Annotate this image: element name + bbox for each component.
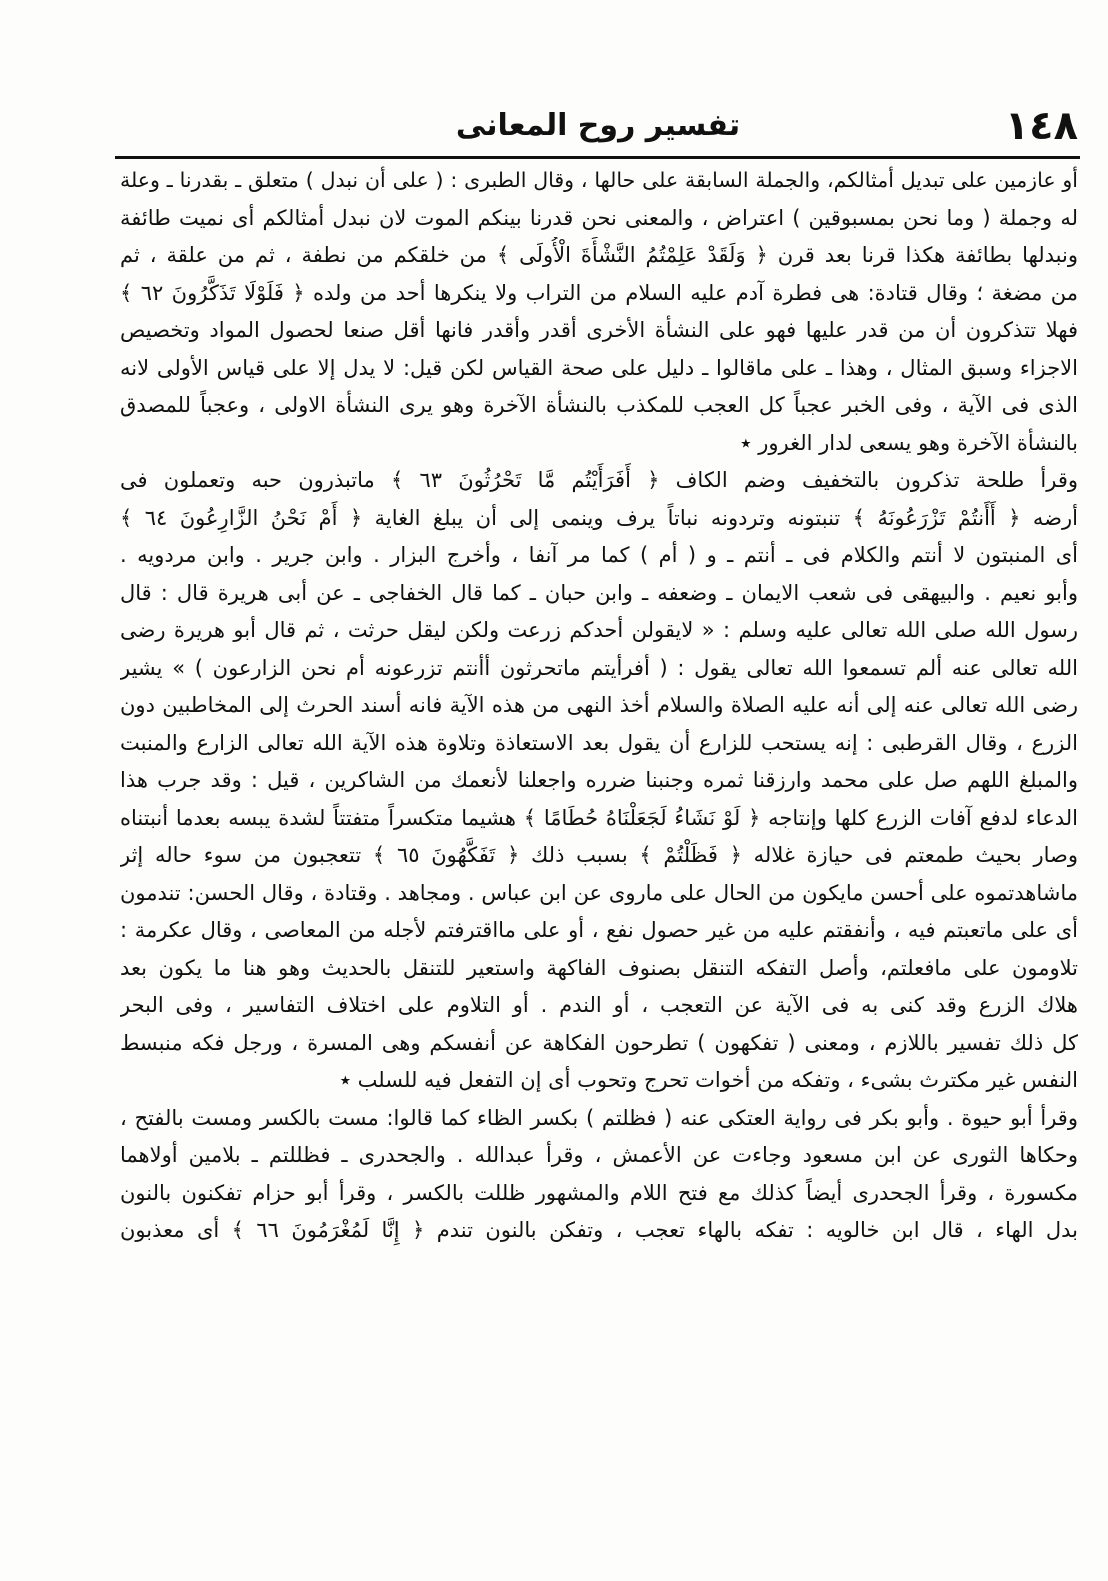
text-line: من مضغة ؛ وقال قتادة: هى فطرة آدم عليه السلام من التراب ولا ينكرها أحد من ولده ﴿ فَلَوْلَا تَذَكَّرُونَ ٦٢ ﴾ xyxy=(120,280,1078,305)
text-line: أى المنبتون لا أنتم والكلام فى ـ أنتم ـ و ( أم ) كما مر آنفا ، وأخرج البزار . وابن جرير . وابن مردويه . xyxy=(120,543,1078,567)
page-number: ١٤٨ xyxy=(1004,103,1078,149)
text-line: وقرأ أبو حيوة . وأبو بكر فى رواية العتكى عنه ( فظلتم ) بكسر الظاء كما قالوا: مست بالكسر ومست بالفتح ، xyxy=(120,1105,1078,1130)
text-line: له وجملة ( وما نحن بمسبوقين ) اعتراض ، والمعنى نحن قدرنا بينكم الموت لان نبدل أمثالكم أى نميت طائفة xyxy=(120,205,1078,230)
page-header xyxy=(118,100,1078,152)
text-line: رضى الله تعالى عنه إلى أنه عليه الصلاة والسلام أخذ النهى من هذه الآية فانه أسند الحرث إلى المخاطبين دون xyxy=(120,693,1078,717)
text-line: الذى فى الآية ، وفى الخبر عجباً كل العجب للمكذب بالنشأة الآخرة وهو يرى النشأة الاولى ، وعجباً للمصدق xyxy=(120,393,1078,417)
text-line: أو عازمين على تبديل أمثالكم، والجملة السابقة على حالها ، وقال الطبرى : ( على أن نبدل ) متعلق ـ بقدرنا ـ وعلة xyxy=(120,168,1078,192)
text-line: أى على ماتعبتم فيه ، وأنفقتم عليه من غير حصول نفع ، أو على مااقترفتم لأجله من المعاصى ، وقال عكرمة : xyxy=(120,918,1078,942)
text-line: فهلا تتذكرون أن من قدر عليها فهو على النشأة الأخرى أقدر وأقدر فانها أقل صنعا لحصول المواد وتخصيص xyxy=(120,318,1078,342)
text-line: وحكاها الثورى عن ابن مسعود وجاءت عن الأعمش ، وقرأ عبدالله . والجحدرى ـ فظللتم ـ بلامين أولاهما xyxy=(120,1143,1078,1167)
text-line: تلاومون على مافعلتم، وأصل التفكه التنقل بصنوف الفاكهة واستعير للتنقل بالحديث وهو هنا ما يكون بعد xyxy=(120,955,1078,980)
text-line: والمبلغ اللهم صل على محمد وارزقنا ثمره وجنبنا ضرره واجعلنا لأنعمك من الشاكرين ، قيل : وقد جرب هذا xyxy=(120,768,1078,792)
text-line: الدعاء لدفع آفات الزرع كلها وإنتاجه ﴿ لَوْ نَشَاءُ لَجَعَلْنَاهُ حُطَامًا ﴾ هشيما متكسراً متفتتاً لشدة يبسه بعدما أنبتناه xyxy=(120,805,1078,830)
text-line: وقرأ طلحة تذكرون بالتخفيف وضم الكاف ﴿ أَفَرَأَيْتُم مَّا تَحْرُثُونَ ٦٣ ﴾ ماتبذرون حبه وتعملون فى xyxy=(120,468,1078,492)
text-line: الله تعالى عنه ألم تسمعوا الله تعالى يقول : ( أفرأيتم ماتحرثون أأنتم تزرعونه أم نحن الزارعون ) » يشير xyxy=(120,655,1078,680)
text-line: الاجزاء وسبق المثال ، وهذا ـ على ماقالوا ـ دليل على صحة القياس لكن قيل: لا يدل إلا على قياس الأولى لانه xyxy=(120,355,1078,380)
text-line: ونبدلها بطائفة هكذا قرنا بعد قرن ﴿ وَلَقَدْ عَلِمْتُمُ النَّشْأَةَ الْأُولَى ﴾ من خلقكم من نطفة ، ثم من علقة ، ثم xyxy=(120,243,1078,267)
text-line: وأبو نعيم . والبيهقى فى شعب الايمان ـ وضعفه ـ وابن حبان ـ كما قال الخفاجى ـ عن أبى هريرة قال : قال xyxy=(120,580,1078,605)
text-line: رسول الله صلى الله تعالى عليه وسلم : « لايقولن أحدكم زرعت ولكن ليقل حرثت ، ثم قال أبو هريرة رضى xyxy=(120,618,1078,642)
text-line: مكسورة ، وقرأ الجحدرى أيضاً كذلك مع فتح اللام والمشهور ظللت بالكسر ، وقرأ أبو حزام تفكنون بالنون xyxy=(120,1180,1078,1205)
running-title: تفسير روح المعانى xyxy=(455,108,741,143)
text-line: وصار بحيث طمعتم فى حيازة غلاله ﴿ فَظَلْتُمْ ﴾ بسبب ذلك ﴿ تَفَكَّهُونَ ٦٥ ﴾ تتعجبون من سوء حاله إثر xyxy=(120,843,1078,867)
text-line: كل ذلك تفسير باللازم ، ومعنى ( تفكهون ) تطرحون الفكاهة عن أنفسكم وهى المسرة ، ورجل فكه منبسط xyxy=(120,1030,1078,1055)
body-text xyxy=(120,162,1078,1562)
header-rule xyxy=(115,156,1080,159)
text-line: أرضه ﴿ أَأَنتُمْ تَزْرَعُونَهُ ﴾ تنبتونه وتردونه نباتاً يرف وينمى إلى أن يبلغ الغاية ﴿ أَمْ نَحْنُ الزَّارِعُونَ ٦٤ ﴾ xyxy=(120,505,1078,530)
text-line: ماشاهدتموه على أحسن مايكون من الحال على ماروى عن ابن عباس . ومجاهد . وقتادة ، وقال الحسن: تندمون xyxy=(120,880,1078,905)
text-line: بدل الهاء ، قال ابن خالويه : تفكه بالهاء تعجب ، وتفكن بالنون تندم ﴿ إِنَّا لَمُغْرَمُونَ ٦٦ ﴾ أى معذبون xyxy=(120,1218,1078,1242)
text-line: الزرع ، وقال القرطبى : إنه يستحب للزارع أن يقول بعد الاستعاذة وتلاوة هذه الآية الله تعالى الزارع والمنبت xyxy=(120,730,1078,755)
text-line: بالنشأة الآخرة وهو يسعى لدار الغرور ٭ xyxy=(740,430,1078,455)
text-line: النفس غير مكترث بشىء ، وتفكه من أخوات تحرج وتحوب أى إن التفعل فيه للسلب ٭ xyxy=(339,1068,1078,1092)
text-line: هلاك الزرع وقد كنى به فى الآية عن التعجب ، أو الندم . أو التلاوم على اختلاف التفاسير ، وفى البحر xyxy=(120,993,1078,1017)
